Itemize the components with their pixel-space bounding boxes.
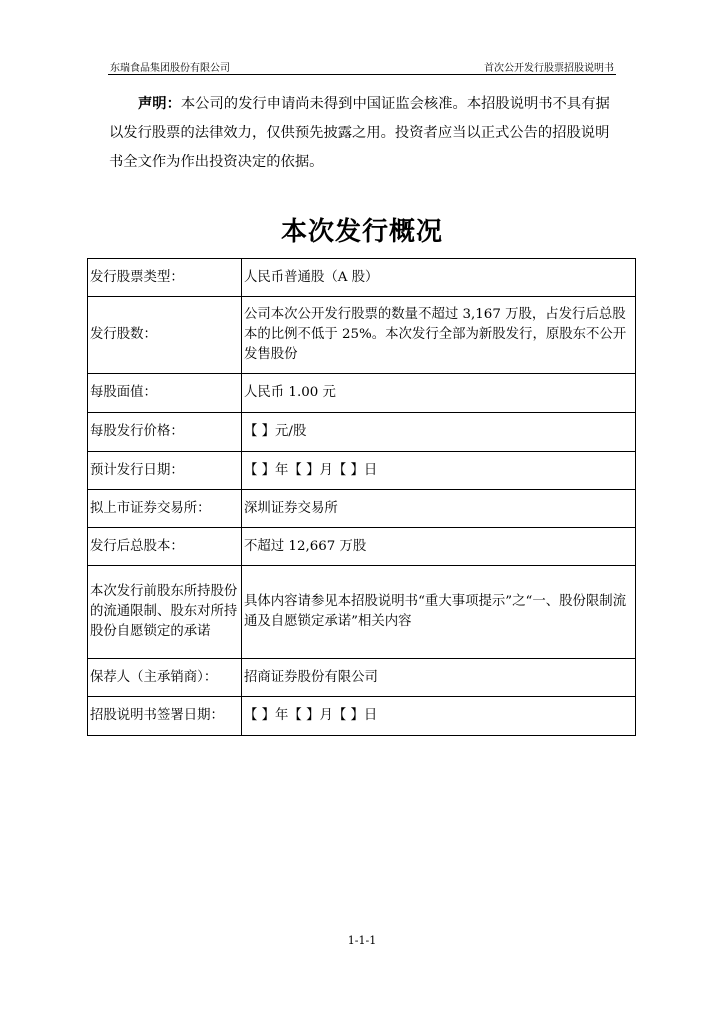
row-label: 拟上市证券交易所： [88, 490, 242, 528]
row-label: 发行股票类型： [88, 259, 242, 297]
page-number: 1-1-1 [347, 934, 377, 947]
table-row [88, 659, 636, 697]
table-row [88, 297, 636, 374]
page-header [108, 58, 616, 75]
header-company-name: 东瑞食品集团股份有限公司 [110, 63, 230, 74]
row-value: 人民币普通股（A 股） [242, 259, 636, 297]
row-value: 深圳证券交易所 [242, 490, 636, 528]
table-row [88, 697, 636, 736]
row-value: 招商证券股份有限公司 [242, 659, 636, 697]
row-label: 招股说明书签署日期： [88, 697, 242, 736]
row-value: 具体内容请参见本招股说明书“重大事项提示”之“一、股份限制流通及自愿锁定承诺”相关内容 [242, 566, 636, 659]
row-value: 【 】元/股 [242, 413, 636, 452]
table-row [88, 452, 636, 490]
row-label: 每股面值： [88, 374, 242, 413]
row-label: 保荐人（主承销商）： [88, 659, 242, 697]
table-row [88, 528, 636, 566]
row-value: 【 】年【 】月【 】日 [242, 697, 636, 736]
row-label: 预计发行日期： [88, 452, 242, 490]
row-value: 人民币 1.00 元 [242, 374, 636, 413]
statement-text: 本公司的发行申请尚未得到中国证监会核准。本招股说明书不具有据以发行股票的法律效力，仅供预先披露之用。投资者应当以正式公告的招股说明书全文作为作出投资决定的依据。 [109, 96, 610, 170]
row-value: 不超过 12,667 万股 [242, 528, 636, 566]
table-row [88, 566, 636, 659]
disclaimer-statement [109, 90, 619, 177]
table-row [88, 490, 636, 528]
row-label: 每股发行价格： [88, 413, 242, 452]
row-value: 公司本次公开发行股票的数量不超过 3,167 万股，占发行后总股本的比例不低于 25%。本次发行全部为新股发行，原股东不公开发售股份 [242, 297, 636, 374]
header-document-name: 首次公开发行股票招股说明书 [484, 63, 614, 74]
offering-overview-table [87, 258, 636, 736]
page-title: 本次发行概况 [280, 217, 443, 247]
row-value: 【 】年【 】月【 】日 [242, 452, 636, 490]
table-row [88, 413, 636, 452]
statement-label: 声明： [138, 96, 181, 112]
row-label: 本次发行前股东所持股份的流通限制、股东对所持股份自愿锁定的承诺 [88, 566, 242, 659]
row-label: 发行股数： [88, 297, 242, 374]
row-label: 发行后总股本： [88, 528, 242, 566]
table-row [88, 259, 636, 297]
table-row [88, 374, 636, 413]
